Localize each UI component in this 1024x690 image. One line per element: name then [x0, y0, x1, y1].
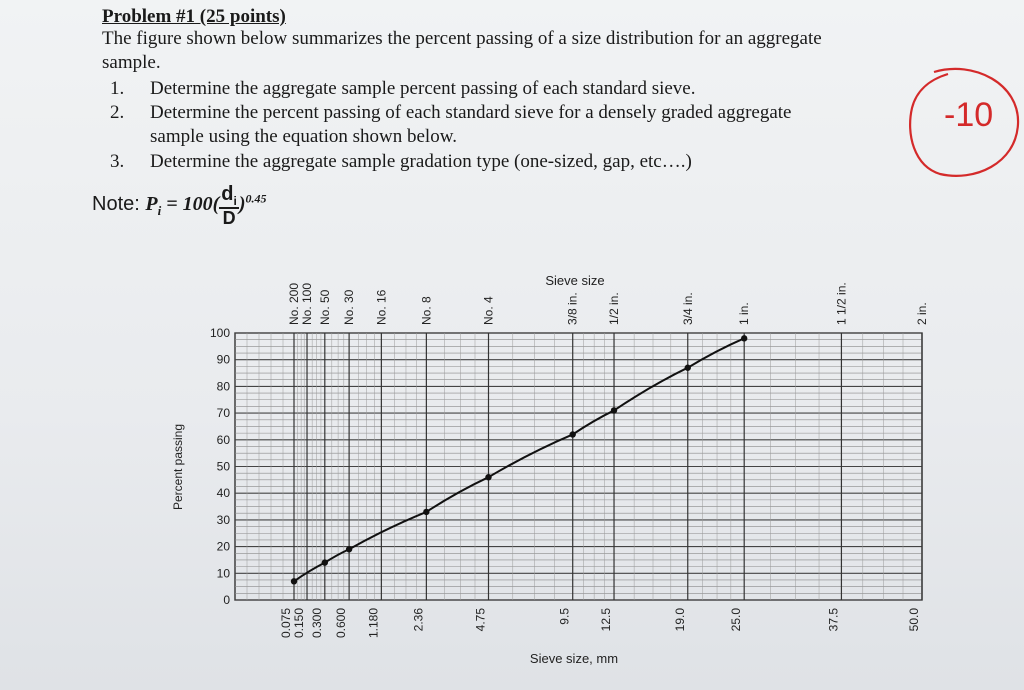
sieve-label-bottom: 37.5 [826, 608, 841, 632]
problem-title: Problem #1 (25 points) [102, 6, 286, 27]
sieve-label-bottom: 25.0 [729, 608, 744, 632]
y-tick-label: 50 [216, 459, 230, 474]
sieve-label-bottom: 1.180 [366, 608, 381, 639]
y-axis-label: Percent passing [171, 423, 185, 511]
sieve-label-top: 1/2 in. [607, 292, 622, 325]
data-point [322, 559, 328, 565]
eq-lhs: P [145, 193, 158, 216]
sieve-label-bottom: 19.0 [672, 608, 687, 632]
data-point [346, 546, 352, 552]
eq-close: ) [238, 193, 246, 216]
y-tick-label: 10 [216, 566, 230, 581]
y-tick-label: 40 [216, 486, 230, 501]
data-point [741, 335, 747, 341]
task-text: Determine the aggregate sample percent passing of each standard sieve. [150, 78, 696, 99]
chart-title: Sieve size [545, 273, 605, 288]
intro-line-1: The figure shown below summarizes the percent passing of a size distribution for an aggregate [102, 28, 822, 49]
eq-exp: 0.45 [245, 191, 267, 206]
sieve-label-bottom: 12.5 [599, 608, 614, 632]
eq-den: D [222, 208, 236, 228]
sieve-label-top: 1 1/2 in. [834, 282, 849, 325]
sieve-label-top: No. 8 [419, 296, 434, 325]
y-tick-label: 20 [216, 539, 230, 554]
sieve-label-bottom: 50.0 [907, 608, 921, 632]
task-text: sample using the equation shown below. [150, 126, 457, 147]
chart-grid [235, 333, 922, 600]
y-tick-label: 90 [216, 352, 230, 367]
data-point [611, 407, 617, 413]
x-axis-label: Sieve size, mm [529, 651, 619, 666]
y-tick-label: 30 [216, 512, 230, 527]
chart-labels [210, 282, 929, 638]
intro-line-2: sample. [102, 52, 161, 73]
task-number: 3. [110, 151, 125, 172]
sieve-label-bottom: 9.5 [557, 608, 572, 625]
sieve-label-top: 2 in. [915, 302, 929, 325]
sieve-label-top: 1 in. [737, 302, 752, 325]
sieve-label-bottom: 2.36 [411, 608, 426, 632]
eq-num-sub: i [233, 194, 237, 208]
y-tick-label: 70 [216, 406, 230, 421]
y-tick-label: 60 [216, 432, 230, 447]
task-text: Determine the percent passing of each standard sieve for a densely graded aggregate [150, 102, 792, 123]
y-tick-label: 100 [209, 326, 230, 340]
y-tick-label: 80 [216, 379, 230, 394]
task-number: 2. [110, 102, 125, 123]
sieve-label-top: 3/8 in. [565, 292, 580, 325]
sieve-label-bottom: 0.600 [334, 608, 349, 639]
task-number: 1. [110, 78, 125, 99]
eq-sub: i [157, 203, 162, 219]
sieve-label-top: No. 30 [342, 289, 357, 325]
sieve-label-bottom: 4.75 [473, 608, 488, 632]
data-point [685, 365, 691, 371]
sieve-label-bottom: 0.150 [292, 608, 307, 639]
data-point [485, 474, 491, 480]
sieve-label-top: No. 16 [374, 289, 389, 325]
y-tick-label: 0 [223, 593, 230, 607]
sieve-label-top: No. 4 [481, 296, 496, 325]
data-point [570, 431, 576, 437]
eq-mid: = 100( [166, 193, 220, 216]
eq-num: d [221, 183, 234, 205]
data-point [423, 509, 429, 515]
sieve-label-top: No. 100 [300, 282, 315, 325]
note-label: Note: [92, 193, 140, 216]
grade-score-text: -10 [944, 96, 994, 134]
data-point [291, 578, 297, 584]
sieve-label-top: No. 200 [287, 282, 301, 325]
task-text: Determine the aggregate sample gradation type (one-sized, gap, etc….) [150, 151, 692, 172]
sieve-label-top: 3/4 in. [680, 292, 695, 325]
sieve-label-top: No. 50 [317, 289, 332, 325]
sieve-label-bottom: 0.300 [309, 608, 324, 639]
sieve-label-bottom: 0.075 [279, 608, 293, 639]
